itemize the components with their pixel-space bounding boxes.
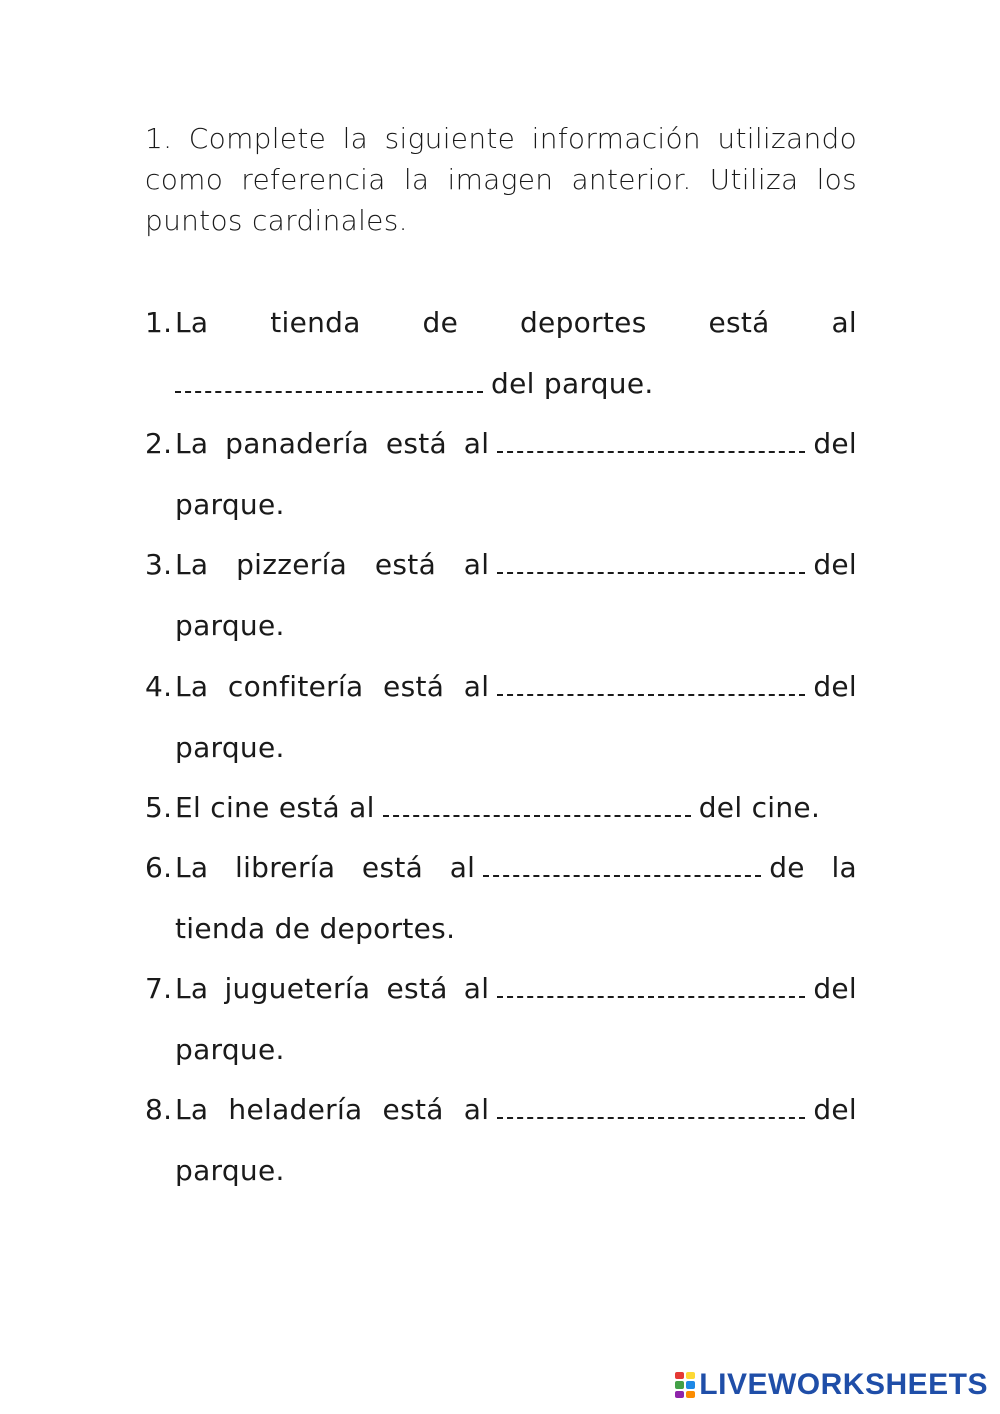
item-body xyxy=(175,534,857,656)
item-body xyxy=(175,777,857,838)
logo-square xyxy=(675,1391,684,1398)
list-item xyxy=(145,958,857,1080)
list-item xyxy=(145,292,857,414)
item-body xyxy=(175,837,857,959)
instructions-text: 1. Complete la siguiente información utilizando como referencia la imagen anterior. Utiliza los puntos cardinales. xyxy=(145,122,857,237)
item-body xyxy=(175,292,857,414)
list-item xyxy=(145,656,857,778)
item-text-before: La tienda de deportes está al xyxy=(175,306,857,339)
item-text-before: El cine está al xyxy=(175,791,375,824)
item-text-after: del cine. xyxy=(698,791,821,824)
liveworksheets-wordmark: LIVEWORKSHEETS xyxy=(699,1368,988,1401)
list-item xyxy=(145,534,857,656)
item-number: 6. xyxy=(145,851,173,884)
list-item xyxy=(145,777,857,838)
item-text-before: La pizzería está al xyxy=(175,548,490,581)
item-text-before: La panadería está al xyxy=(175,427,490,460)
item-text-before: La juguetería está al xyxy=(175,972,490,1005)
list-item xyxy=(145,1079,857,1201)
item-body xyxy=(175,958,857,1080)
item-text-after: del parque. xyxy=(175,1093,857,1187)
item-text-after: del parque. xyxy=(175,427,857,521)
logo-square xyxy=(675,1372,684,1379)
item-number: 3. xyxy=(145,548,173,581)
item-text-before: La heladería está al xyxy=(175,1093,490,1126)
answer-blank-5[interactable] xyxy=(383,814,691,817)
answer-blank-6[interactable] xyxy=(483,874,761,877)
liveworksheets-logo xyxy=(675,1368,988,1402)
item-number: 5. xyxy=(145,791,173,824)
item-number: 1. xyxy=(145,306,173,339)
answer-blank-7[interactable] xyxy=(497,995,805,998)
answer-blank-1[interactable] xyxy=(175,390,483,393)
item-text-after: del parque. xyxy=(175,670,857,764)
item-number: 7. xyxy=(145,972,173,1005)
item-text-after: del parque. xyxy=(175,972,857,1066)
logo-square xyxy=(686,1372,695,1379)
logo-square xyxy=(675,1381,684,1388)
logo-square xyxy=(686,1391,695,1398)
answer-blank-4[interactable] xyxy=(497,693,805,696)
item-text-after: de la tienda de deportes. xyxy=(175,851,857,945)
item-body xyxy=(175,656,857,778)
item-text-after: del parque. xyxy=(175,548,857,642)
answer-blank-2[interactable] xyxy=(497,450,805,453)
item-body xyxy=(175,1079,857,1201)
item-number: 8. xyxy=(145,1093,173,1126)
liveworksheets-mark-icon xyxy=(675,1372,695,1398)
answer-blank-3[interactable] xyxy=(497,571,805,574)
item-text-before: La confitería está al xyxy=(175,670,490,703)
item-text-after: del parque. xyxy=(491,367,654,400)
item-number: 2. xyxy=(145,427,173,460)
logo-square xyxy=(686,1381,695,1388)
item-text-before: La librería está al xyxy=(175,851,476,884)
item-number: 4. xyxy=(145,670,173,703)
answer-blank-8[interactable] xyxy=(497,1116,805,1119)
list-item xyxy=(145,413,857,535)
item-body xyxy=(175,413,857,535)
list-item xyxy=(145,837,857,959)
